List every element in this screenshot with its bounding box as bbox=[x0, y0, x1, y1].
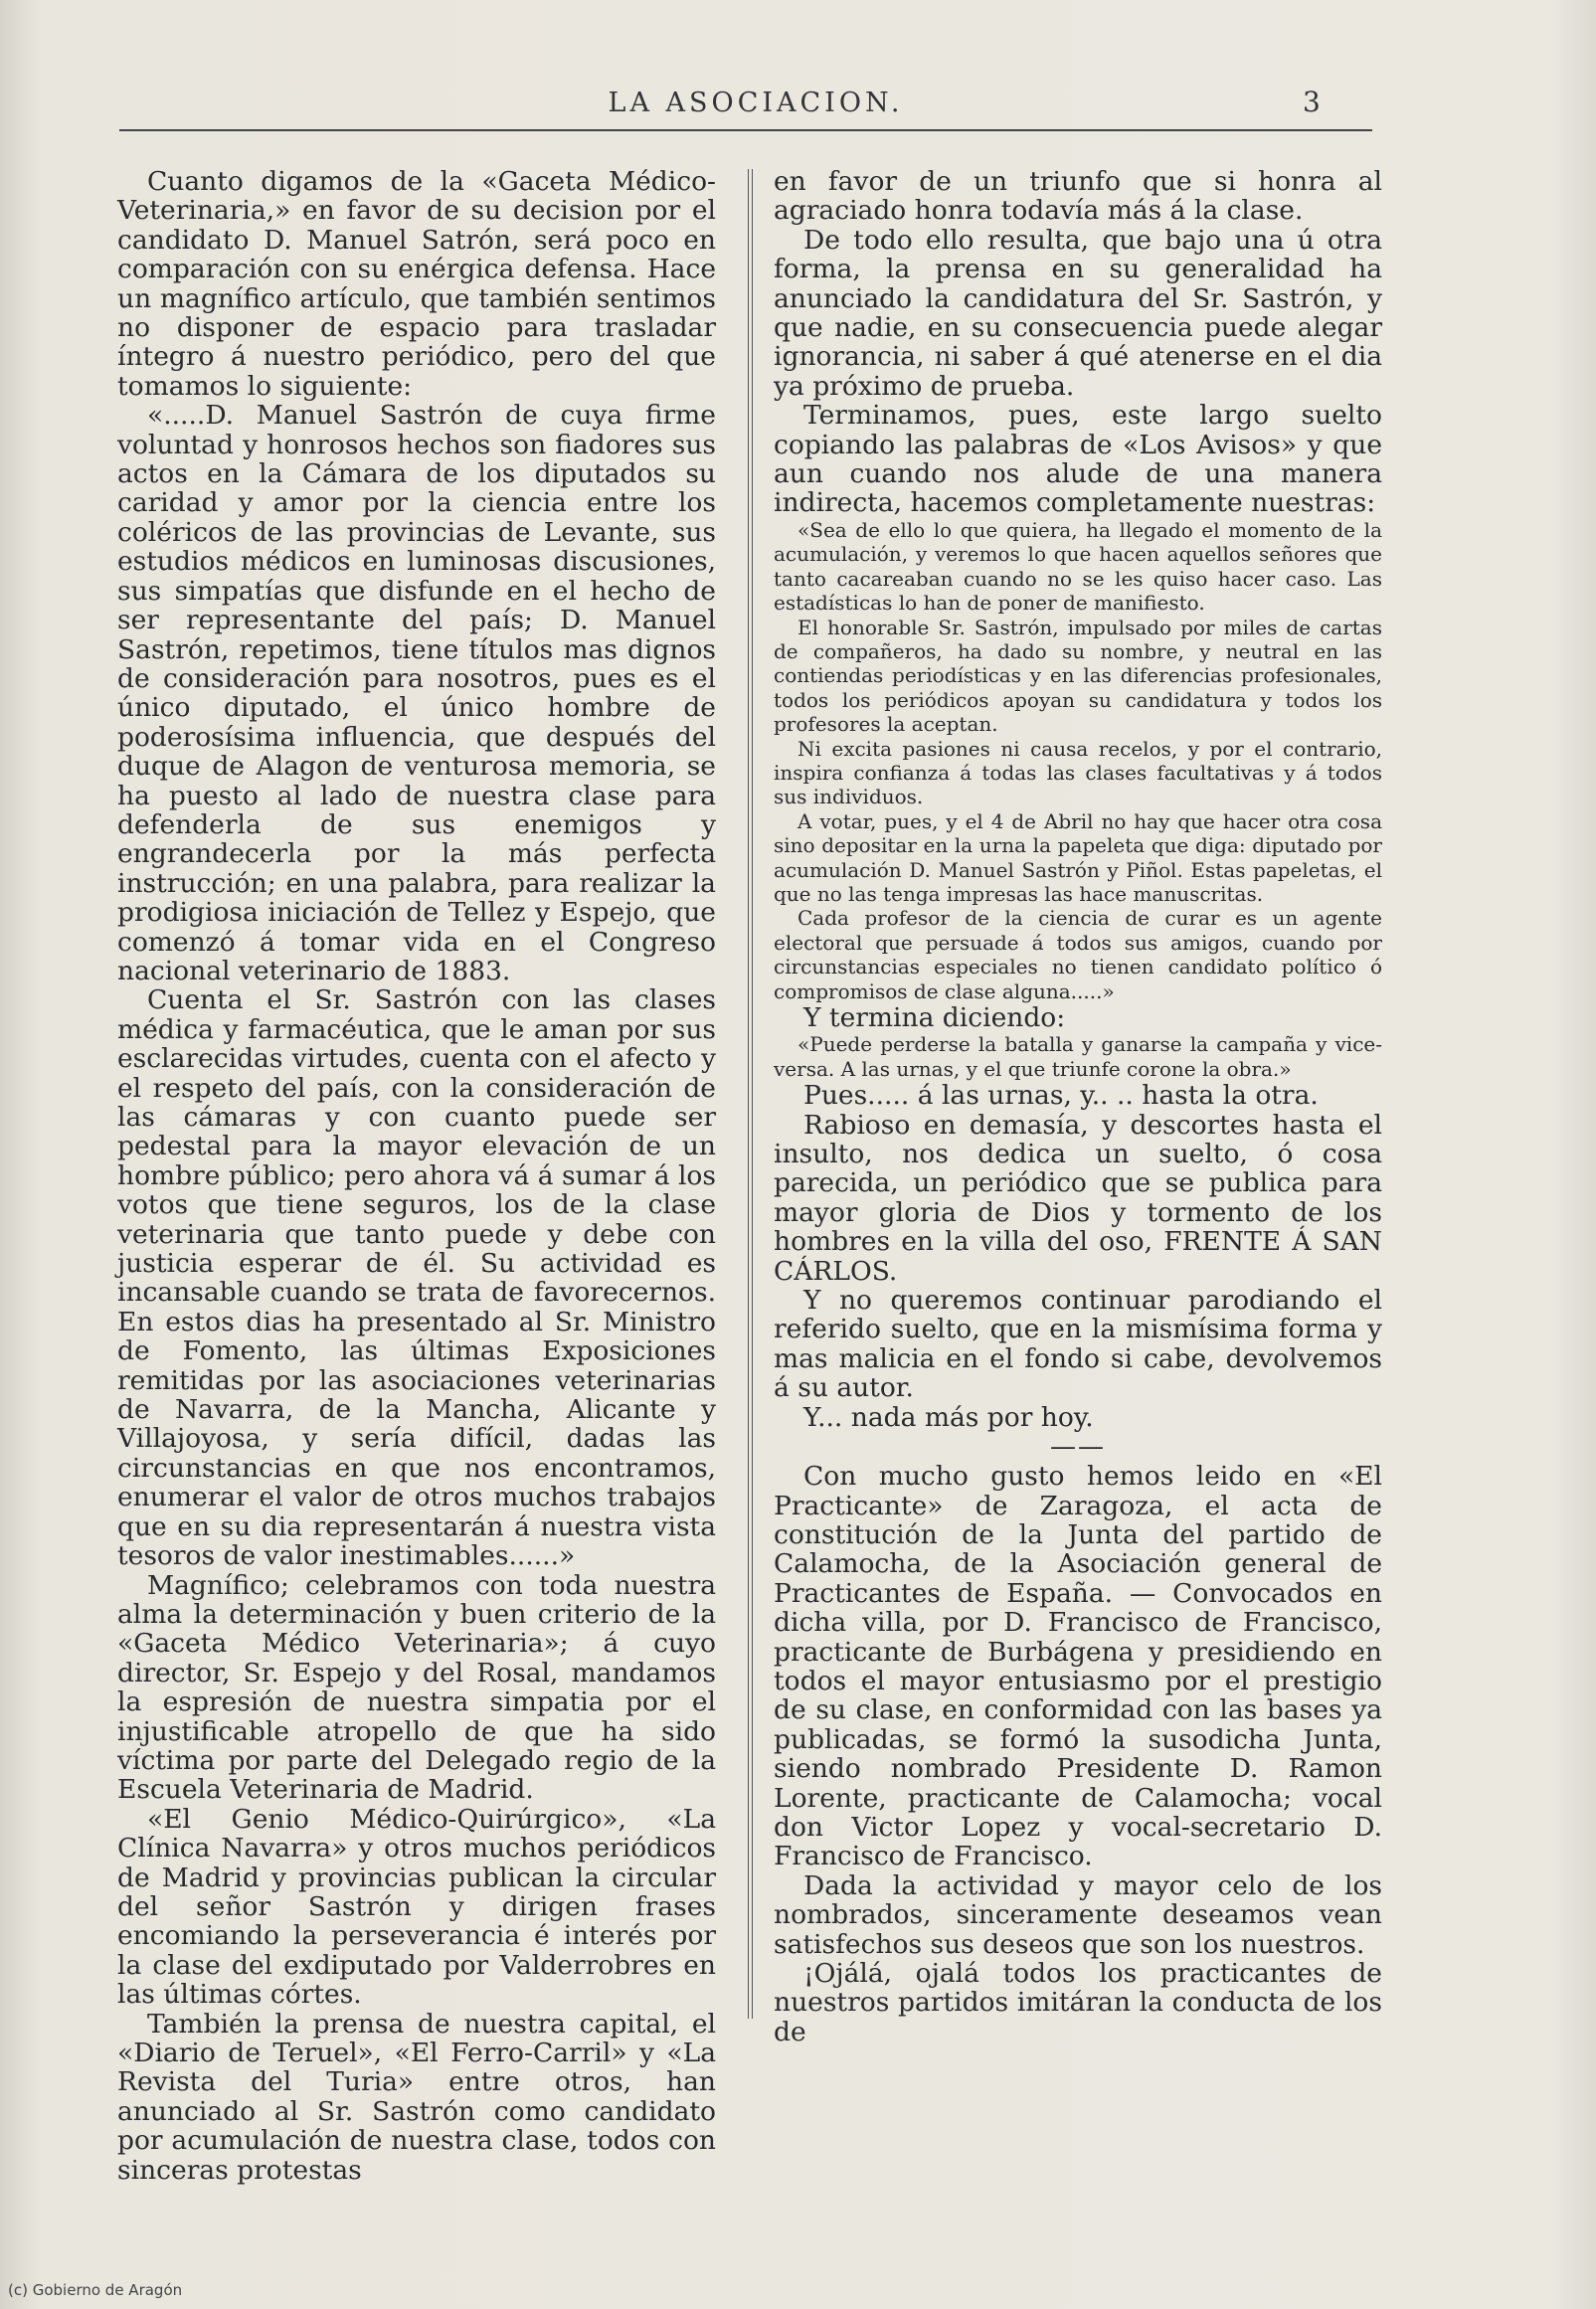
right-column bbox=[774, 166, 1382, 2047]
paragraph: Y... nada más por hoy. bbox=[803, 1401, 1094, 1433]
running-head bbox=[0, 88, 1596, 127]
paragraph: Rabioso en demasía, y descortes hasta el insulto, nos dedica un suelto, ó cosa parecida, un periódico que se publica para mayor gloria de Dios y tormento de los hombres en la villa del oso, FRENTE Á SAN CÁRLOS. bbox=[774, 1109, 1382, 1287]
paragraph: en favor de un triunfo que si honra al agraciado honra todavía más á la clase. bbox=[774, 166, 1382, 227]
paragraph: También la prensa de nuestra capital, el «Diario de Teruel», «El Ferro-Carril» y «La Revista del Turia» entre otros, han anunciado al Sr. Sastrón como candidato por acumulación de nuestra clase, todos con sinceras protestas bbox=[117, 2008, 716, 2186]
paragraph: «El Genio Médico-Quirúrgico», «La Clínica Navarra» y otros muchos periódicos de Madrid y provincias publican la circular del señor Sastrón y dirigen frases encomiando la perseverancia é interés por la clase del exdiputado por Valderrobres en las últimas córtes. bbox=[117, 1803, 716, 2011]
paragraph: Con mucho gusto hemos leido en «El Practicante» de Zaragoza, el acta de constitución de la Junta del partido de Calamocha, de la Asociación general de Practicantes de España. — Convocados en dicha villa, por D. Francisco de Francisco, practicante de Burbágena y presidiendo en todos el mayor entusiasmo por el prestigio de su clase, en conformidad con las bases ya publicadas, se formó la susodicha Junta, siendo nombrado Presidente D. Ramon Lorente, practicante de Calamocha; vocal don Victor Lopez y vocal-secretario D. Francisco de Francisco. bbox=[774, 1461, 1382, 1872]
quote-paragraph: «Puede perderse la batalla y ganarse la campaña y vice-versa. A las urnas, y el que triunfe corone la obra.» bbox=[774, 1032, 1382, 1081]
page-number: 3 bbox=[1303, 86, 1321, 118]
journal-title: LA ASOCIACION. bbox=[608, 88, 904, 118]
quote-paragraph: Cada profesor de la ciencia de curar es un agente electoral que persuade á todos sus amigos, cuando por circunstancias especiales no tienen candidato político ó compromisos de clase alguna.....» bbox=[774, 906, 1382, 1003]
quote-paragraph: A votar, pues, y el 4 de Abril no hay que hacer otra cosa sino depositar en la urna la papeleta que diga: diputado por acumulación D. Manuel Sastrón y Piñol. Estas papeletas, el que no las tenga impresas las hace manuscritas. bbox=[774, 808, 1382, 906]
paragraph: Cuanto digamos de la «Gaceta Médico-Veterinaria,» en favor de su decision por el candidato D. Manuel Satrón, será poco en comparación con su enérgica defensa. Hace un magnífico artículo, que también sentimos no disponer de espacio para trasladar íntegro á nuestro periódico, pero del que tomamos lo siguiente: bbox=[117, 166, 716, 402]
paragraph: Magnífico; celebramos con toda nuestra alma la determinación y buen criterio de la «Gaceta Médico Veterinaria»; á cuyo director, Sr. Espejo y del Rosal, mandamos la espresión de nuestra simpatia por el injustificable atropello de que ha sido víctima por parte del Delegado regio de la Escuela Veterinaria de Madrid. bbox=[117, 1569, 716, 1806]
quote-paragraph: Ni excita pasiones ni causa recelos, y por el contrario, inspira confianza á todas las clases facultativas y á todos sus individuos. bbox=[774, 736, 1382, 809]
paragraph: Y termina diciendo: bbox=[803, 1002, 1066, 1033]
paragraph: Y no queremos continuar parodiando el referido suelto, que en la mismísima forma y mas malicia en el fondo si cabe, devolvemos á su autor. bbox=[774, 1285, 1382, 1404]
header-rule bbox=[119, 129, 1372, 131]
quote-paragraph: El honorable Sr. Sastrón, impulsado por miles de cartas de compañeros, ha dado su nombre, y neutral en las contiendas periodísticas y en las diferencias profesionales, todos los periódicos apoyan su candidatura y todos los profesores la aceptan. bbox=[774, 615, 1382, 737]
copyright-notice: (c) Gobierno de Aragón bbox=[8, 2281, 183, 2299]
quote-paragraph: «.....D. Manuel Sastrón de cuya firme voluntad y honrosos hechos son fiadores sus actos en la Cámara de los diputados su caridad y amor por la ciencia entre los coléricos de las provincias de Levante, sus estudios médicos en luminosas discusiones, sus simpatías que disfunde en el hecho de ser representante del país; D. Manuel Sastrón, repetimos, tiene títulos mas dignos de consideración para nosotros, pues es el único diputado, el único hombre de poderosísima influencia, que después del duque de Alagon de venturosa memoria, se ha puesto al lado de nuestra clase para defenderla de sus enemigos y engrandecerla por la más perfecta instrucción; en una palabra, para realizar la prodigiosa iniciación de Tellez y Espejo, que comenzó á tomar vida en el Congreso nacional veterinario de 1883. bbox=[117, 400, 716, 986]
quote-paragraph: «Sea de ello lo que quiera, ha llegado el momento de la acumulación, y veremos lo que hacen aquellos señores que tanto cacareaban cuando no se les quiso hacer caso. Las estadísticas lo han de poner de manifiesto. bbox=[774, 517, 1382, 616]
paragraph: Dada la actividad y mayor celo de los nombrados, sinceramente deseamos vean satisfechos sus deseos que son los nuestros. bbox=[774, 1869, 1382, 1960]
paragraph: ¡Ojálá, ojalá todos los practicantes de nuestros partidos imitáran la conducta de los de bbox=[774, 1958, 1382, 2047]
paragraph: Cuenta el Sr. Sastrón con las clases médica y farmacéutica, que le aman por sus esclarecidas virtudes, cuenta con el afecto y el respeto del país, con la consideración de las cámaras y con cuanto puede ser pedestal para la mayor elevación de un hombre público; pero ahora vá á sumar á los votos que tiene seguros, los de la clase veterinaria que tanto puede y debe con justicia esperar de él. Su actividad es incansable cuando se trata de favorecernos. En estos dias ha presentado al Sr. Ministro de Fomento, las últimas Exposiciones remitidas por las asociaciones veterinarias de Navarra, de la Mancha, Alicante y Villajoyosa, y sería difícil, dadas las circunstancias en que nos encontramos, enumerar el valor de otros muchos trabajos que en su dia representarán á nuestra vista tesoros de valor inestimables......» bbox=[117, 984, 716, 1572]
paragraph: De todo ello resulta, que bajo una ú otra forma, la prensa en su generalidad ha anunciado la candidatura del Sr. Sastrón, y que nadie, en su consecuencia puede alegar ignorancia, ni saber á qué atenerse en el dia ya próximo de prueba. bbox=[774, 224, 1382, 402]
paragraph: Pues..... á las urnas, y.. .. hasta la otra. bbox=[803, 1080, 1319, 1112]
paragraph: Terminamos, pues, este largo suelto copiando las palabras de «Los Avisos» y que aun cuando nos alude de una manera indirecta, hacemos completamente nuestras: bbox=[774, 400, 1382, 519]
section-separator: —— bbox=[1050, 1432, 1106, 1463]
left-column bbox=[117, 166, 716, 2186]
column-divider bbox=[748, 169, 753, 2019]
